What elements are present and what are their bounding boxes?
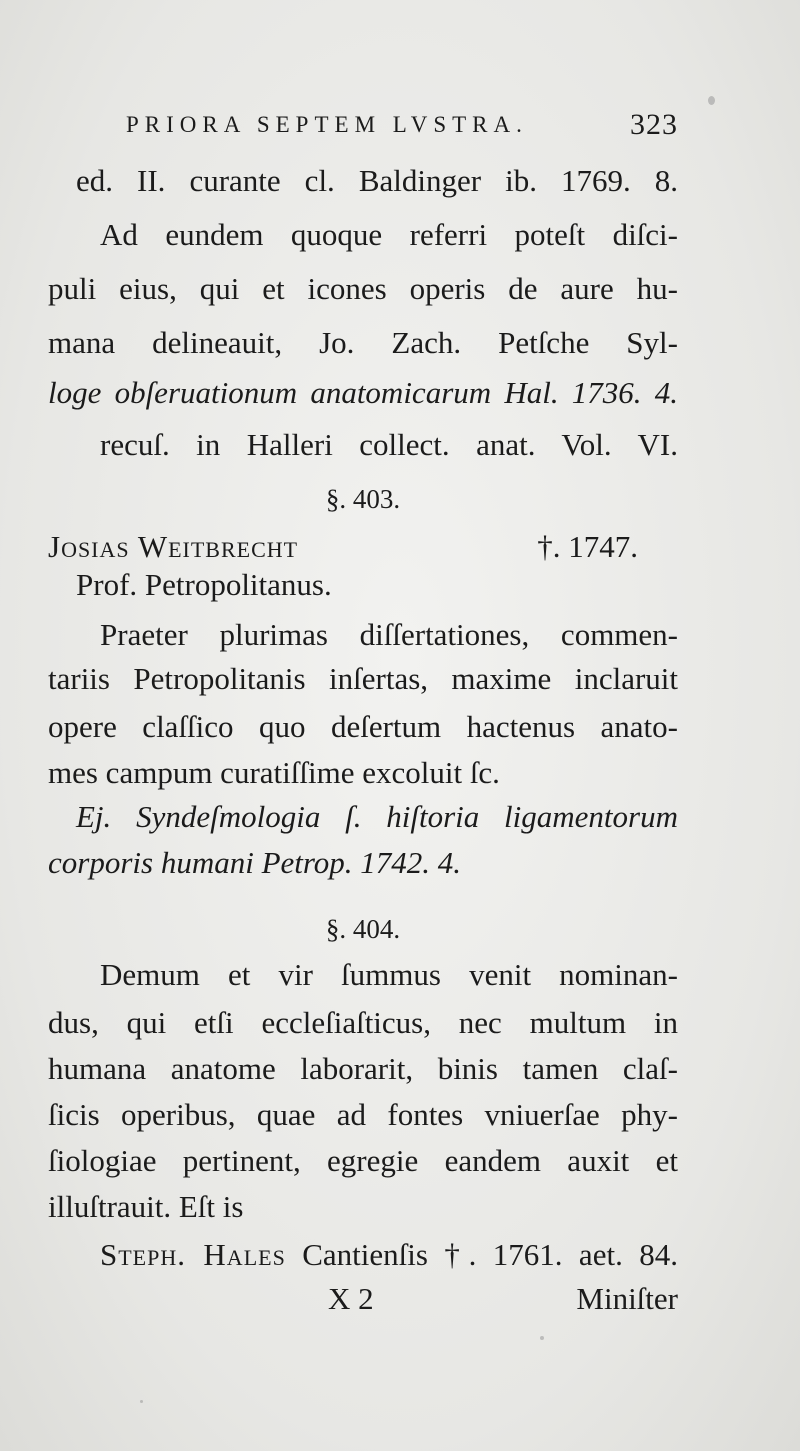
section-404-heading: §. 404. (325, 914, 401, 944)
text-line-18: ſiologiae pertinent, egregie eandem auxit et (48, 1143, 678, 1178)
text-line-3: puli eius, qui et icones operis de aure hu- (48, 271, 678, 306)
text-line-11: mes campum curatiſſime excoluit ſc. (48, 755, 500, 790)
paper-speck (708, 96, 715, 105)
text-line-19: illuſtrauit. Eſt is (48, 1189, 244, 1224)
text-line-14: Demum et vir ſummus venit nominan- (100, 957, 678, 992)
paper-speck (540, 1336, 544, 1340)
running-title: PRIORA SEPTEM LVSTRA. (126, 112, 528, 137)
death-date: †. 1747. (537, 529, 638, 564)
signature-mark: X 2 (328, 1281, 374, 1316)
text-line-17: ſicis operibus, quae ad fontes vniuerſae phy- (48, 1097, 678, 1132)
text-line-8: Praeter plurimas diſſertationes, commen- (100, 617, 678, 652)
text-line-20 (100, 1234, 678, 1276)
author-name: Josias Weitbrecht (48, 529, 299, 564)
text-line-1: ed. II. curante cl. Baldinger ib. 1769. 8. (76, 163, 678, 198)
text-line-4: mana delineauit, Jo. Zach. Petſche Syl- (48, 325, 678, 360)
text-line-12: Ej. Syndeſmologia ſ. hiſtoria ligamentorum (76, 799, 678, 834)
text-line-6: recuſ. in Halleri collect. anat. Vol. VI. (100, 427, 678, 462)
text-line-10: opere claſſico quo deſertum hactenus anato- (48, 709, 678, 744)
section-403-heading: §. 403. (325, 484, 401, 514)
author-detail-hales: Cantienſis †. 1761. aet. 84. (302, 1237, 678, 1272)
page-number: 323 (630, 108, 678, 141)
text-line-13: corporis humani Petrop. 1742. 4. (48, 845, 462, 880)
author-name-hales: Steph. Hales (100, 1237, 286, 1272)
text-line-9: tariis Petropolitanis inſertas, maxime inclaruit (48, 661, 678, 696)
text-line-16: humana anatome laborarit, binis tamen claſ- (48, 1051, 678, 1086)
text-line-2: Ad eundem quoque referri poteſt diſci- (100, 217, 678, 252)
catchword: Miniſter (576, 1281, 678, 1316)
text-line-7: Prof. Petropolitanus. (76, 567, 332, 602)
text-line-5: loge obſeruationum anatomicarum Hal. 1736. 4. (48, 375, 678, 410)
author-heading-403 (48, 526, 678, 568)
paper-speck (140, 1400, 143, 1403)
text-line-15: dus, qui etſi eccleſiaſticus, nec multum in (48, 1005, 678, 1040)
